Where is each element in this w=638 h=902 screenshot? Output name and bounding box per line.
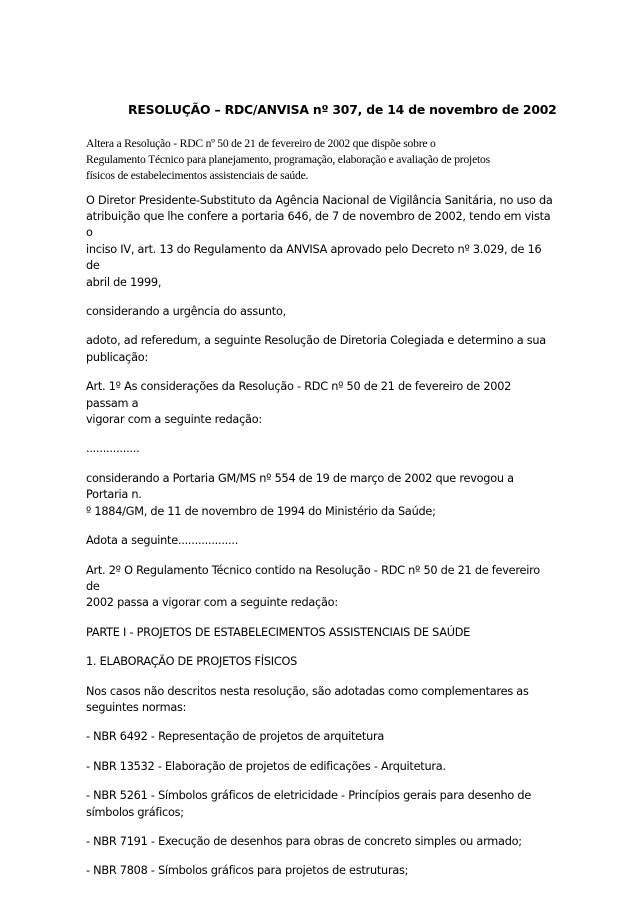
paragraph-adopt: adoto, ad referedum, a seguinte Resolução de Diretoria Colegiada e determino a sua publicação: [86, 334, 546, 364]
document-summary: Altera a Resolução - RDC nº 50 de 21 de fevereiro de 2002 que dispõe sobre o Regulamento Técnico para planejamento, programação, elaboração e avaliação de projetos físicos de estabelecimentos assistenciais de saúde. [86, 137, 490, 183]
document-title: RESOLUÇÃO – RDC/ANVISA nº 307, de 14 de novembro de 2002 [128, 102, 557, 117]
paragraph-considering-portaria: considerando a Portaria GM/MS nº 554 de 19 de março de 2002 que revogou a Portaria n. º 1884/GM, de 11 de novembro de 1994 do Ministério da Saúde; [86, 471, 514, 518]
norm-item-nbr-5261: - NBR 5261 - Símbolos gráficos de eletricidade - Princípios gerais para desenho de símbolos gráficos; [86, 789, 532, 819]
paragraph-considering-urgency: considerando a urgência do assunto, [86, 305, 286, 319]
document-body [86, 102, 556, 880]
norm-item-nbr-7191: - NBR 7191 - Execução de desenhos para obras de concreto simples ou armado; [86, 834, 522, 848]
paragraph-norms-intro: Nos casos não descritos nesta resolução, são adotadas como complementares as seguintes normas: [86, 684, 529, 714]
section-heading-projects: 1. ELABORAÇÃO DE PROJETOS FÍSICOS [86, 655, 298, 669]
paragraph-preamble: O Diretor Presidente-Substituto da Agência Nacional de Vigilância Sanitária, no uso da atribuição que lhe confere a portaria 646, de 7 de novembro de 2002, tendo em vista o inciso IV, art. 13 do Regulamento da ANVISA aprovado pelo Decreto nº 3.029, de 16 de abril de 1999, [86, 193, 553, 289]
norm-item-nbr-6492: - NBR 6492 - Representação de projetos de arquitetura [86, 730, 385, 744]
paragraph-ellipsis: ................ [86, 442, 140, 456]
paragraph-article-2: Art. 2º O Regulamento Técnico contido na Resolução - RDC nº 50 de 21 de fevereiro de 2002 passa a vigorar com a seguinte redação: [86, 563, 540, 610]
norm-item-nbr-7808: - NBR 7808 - Símbolos gráficos para projetos de estruturas; [86, 864, 409, 878]
paragraph-adopts: Adota a seguinte.................. [86, 534, 239, 548]
norm-item-nbr-13532: - NBR 13532 - Elaboração de projetos de edificações - Arquitetura. [86, 759, 446, 773]
paragraph-article-1: Art. 1º As considerações da Resolução - RDC nº 50 de 21 de fevereiro de 2002 passam a vigorar com a seguinte redação: [86, 380, 512, 427]
section-heading-part-1: PARTE I - PROJETOS DE ESTABELECIMENTOS ASSISTENCIAIS DE SAÚDE [86, 625, 471, 639]
